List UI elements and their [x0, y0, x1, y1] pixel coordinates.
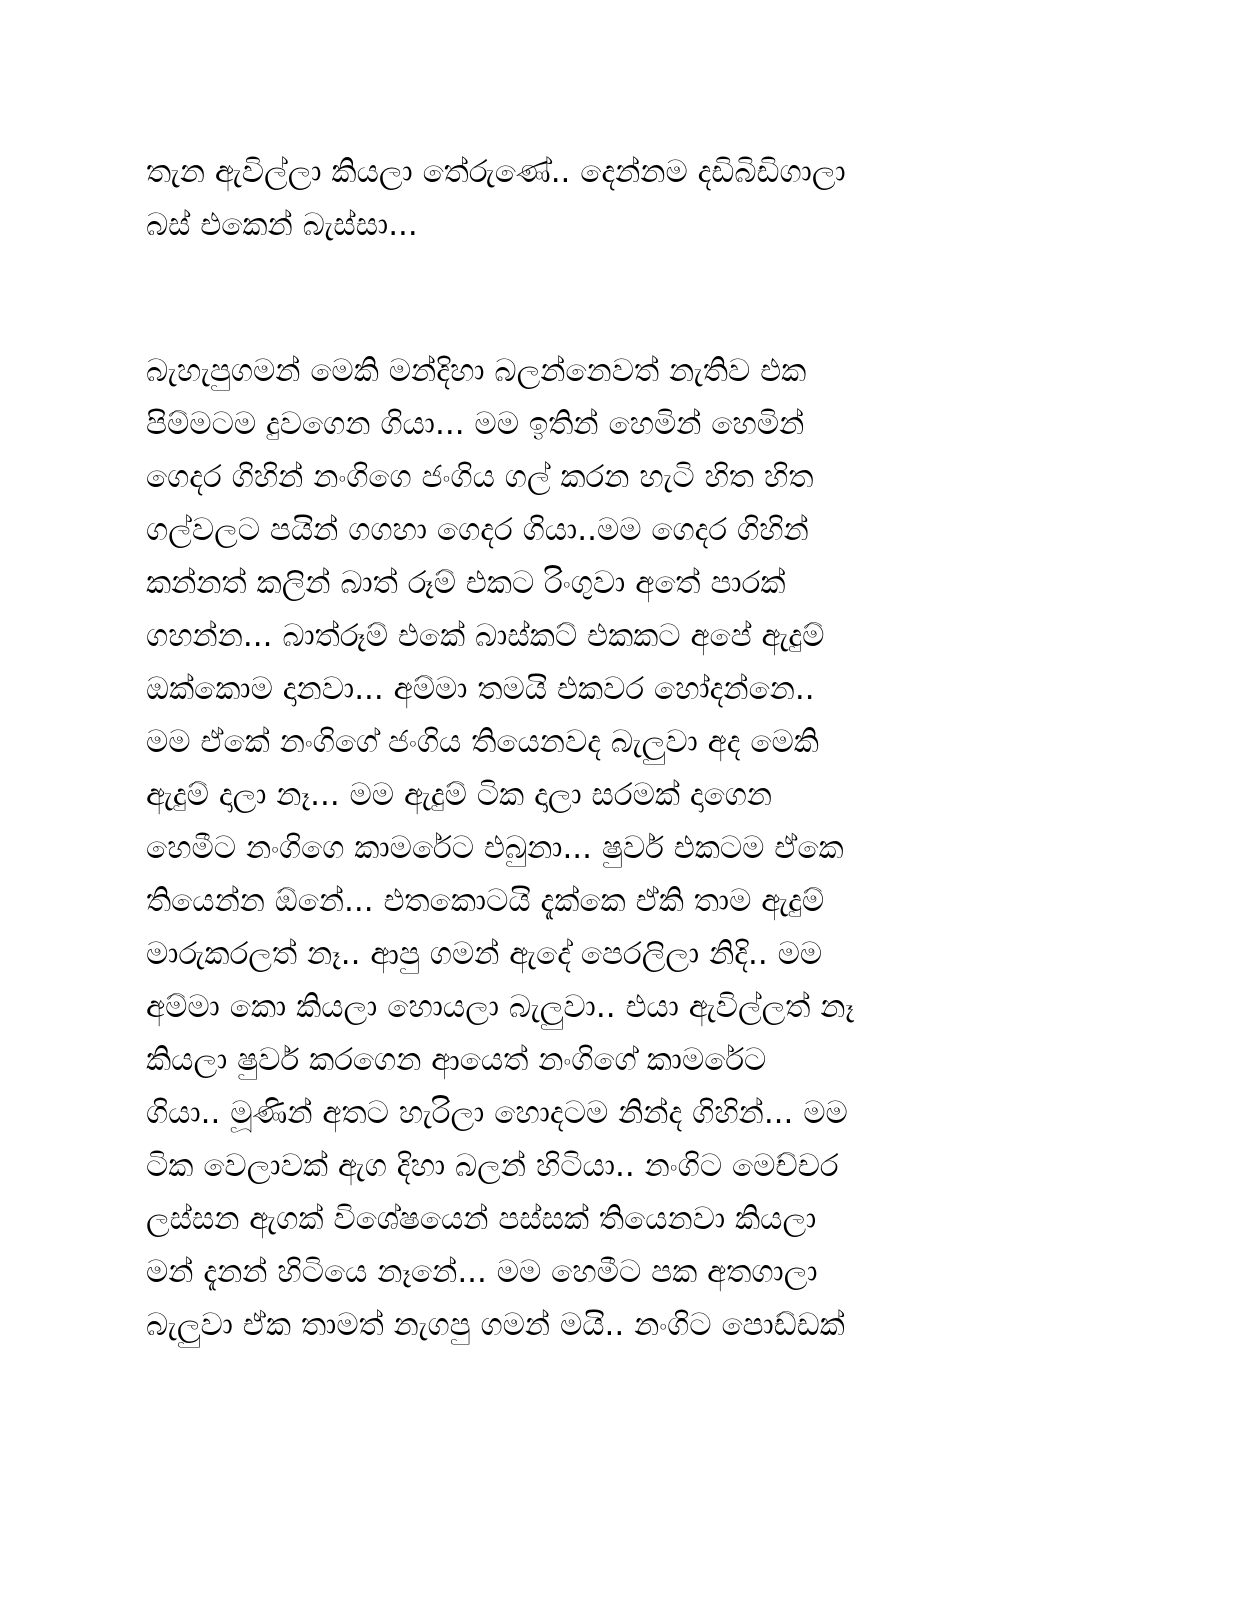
text-line: තියෙන්න ඕනේ... එතකොටයි දැක්කෙ ඒකි තාම ඇදුම්	[146, 883, 825, 919]
paragraph-1	[146, 146, 1096, 252]
text-line: ලස්සන ඇගක් විශේෂයෙන් පස්සක් තියෙනවා කියලා	[146, 1201, 817, 1237]
text-line: කියලා ෂුවර් කරගෙන ආයෙත් නංගිගේ කාමරේට	[146, 1042, 767, 1078]
text-line: මාරුකරලත් නෑ.. ආපු ගමන් ඇදේ පෙරලිලා නිදි.. මම	[146, 936, 823, 972]
text-line: තැන ඇවිල්ලා කියලා තේරුණේ.. දෙන්නම දඩිබිඩිගාලා	[146, 154, 846, 190]
text-line: අම්මා කො කියලා හොයලා බැලුවා.. එයා ඇවිල්ලත් නෑ	[146, 989, 855, 1025]
text-line: කන්නත් කලින් බාත් රූම් එකට රිංගුවා අතේ පාරක්	[146, 565, 786, 601]
text-line: බැලුවා ඒක තාමත් නැගපු ගමන් මයි.. නංගිට පොඩ්ඩක්	[146, 1307, 845, 1343]
text-line: ගල්වලට පයින් ගගහා ගෙදර ගියා..මම ගෙදර ගිහින්	[146, 512, 809, 548]
text-line: ඇදුම් දාලා නෑ... මම ඇදුම් ටික දාලා සරමක් දාගෙන	[146, 777, 773, 813]
text-line: ගහන්න... බාත්රූම් එකේ බාස්කට් එකකට අපේ ඇදුම්	[146, 618, 825, 654]
text-line: ගියා.. මූණින් අතට හැරිලා හොදටම නින්ද ගිහින්... මම	[146, 1095, 848, 1131]
text-line: බැහැපුගමන් මෙකි මන්දිහා බලන්නෙවත් නැතිව එක	[146, 353, 807, 389]
text-line: ගෙදර ගිහින් නංගිගෙ ජංගිය ගල් කරන හැටි හිත හිත	[146, 459, 814, 495]
paragraph-2	[146, 345, 1096, 1352]
text-line: පිම්මටම දුවගෙන ගියා... මම ඉතින් හෙමින් හෙමින්	[146, 406, 805, 442]
text-line: ටික වෙලාවක් ඇග දිහා බලන් හිටියා.. නංගිට මෙච්චර	[146, 1148, 839, 1184]
text-line: ඔක්කොම දානවා... අම්මා තමයි එකවර හෝදන්නෙ..	[146, 671, 815, 707]
text-line: මන් දැනන් හිටියෙ නෑනේ... මම හෙමීට පක අතගාලා	[146, 1254, 818, 1290]
text-line: මම ඒකේ නංගිගේ ජංගිය තියෙනවද බැලුවා අද මෙකි	[146, 724, 819, 760]
text-line: බස් එකෙන් බැස්සා...	[146, 207, 418, 243]
text-line: හෙමීට නංගිගෙ කාමරේට එබුනා... ෂුවර් එකටම ඒකෙ	[146, 830, 844, 866]
